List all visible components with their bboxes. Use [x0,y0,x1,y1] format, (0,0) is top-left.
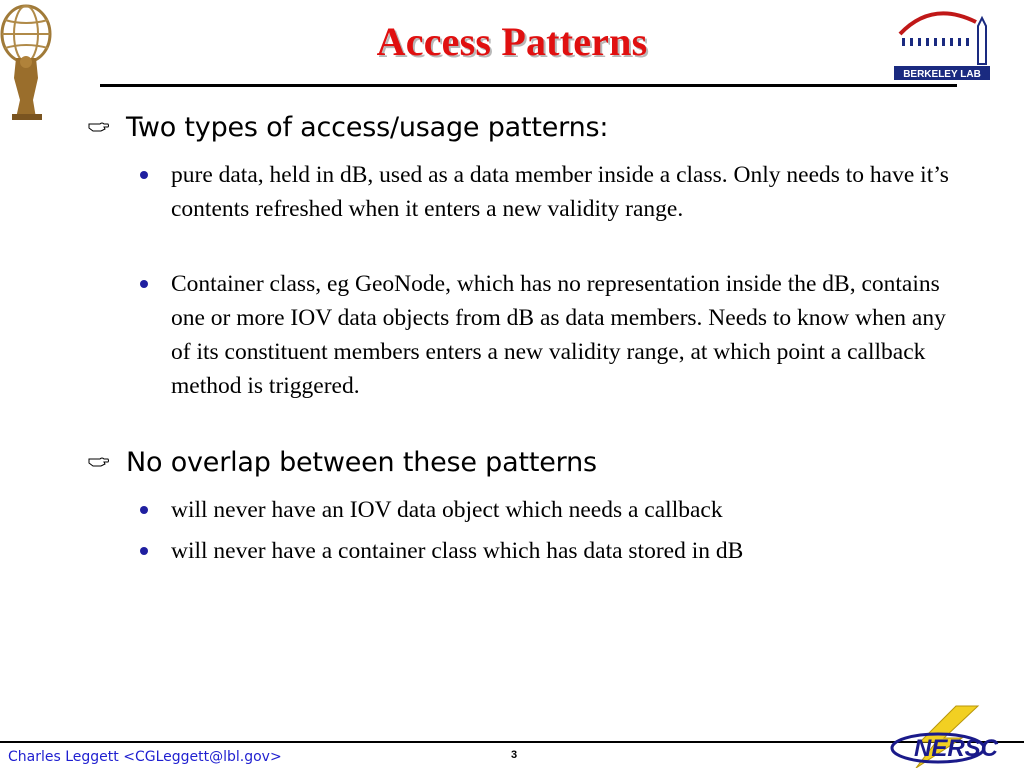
pointing-hand-icon [88,118,110,134]
pointing-hand-icon [88,453,110,469]
page-number: 3 [510,749,518,761]
bullet-dot-icon [140,506,148,514]
bullet-dot-icon [140,547,148,555]
bullet-dot-icon [140,280,148,288]
bullet-text: pure data, held in dB, used as a data member inside a class. Only needs to have it’s contents refreshed when it enters a new validity range. [171,162,949,222]
berkeley-lab-logo-text: BERKELEY LAB [903,69,981,80]
bullet-text: No overlap between these patterns [126,447,597,478]
title-divider [100,84,957,87]
nersc-logo-text: NERSC [913,735,999,762]
bullet-text: will never have an IOV data object which needs a callback [171,497,723,523]
nersc-logo [886,704,1008,768]
footer-divider [0,741,1024,743]
footer-author: Charles Leggett <CGLeggett@lbl.gov> [8,749,282,765]
bullet-text: will never have a container class which has data stored in dB [171,538,744,564]
bullet-dot-icon [140,171,148,179]
bullet-text: Container class, eg GeoNode, which has no representation inside the dB, contains one or more IOV data objects from dB as data members. Needs to know when any of its constituent members enters a new validity range, at which point a callback method is triggered. [171,271,946,399]
berkeley-lab-logo [892,6,992,82]
bullet-text: Two types of access/usage patterns: [126,112,609,143]
slide-title: Access Patterns [376,19,648,64]
